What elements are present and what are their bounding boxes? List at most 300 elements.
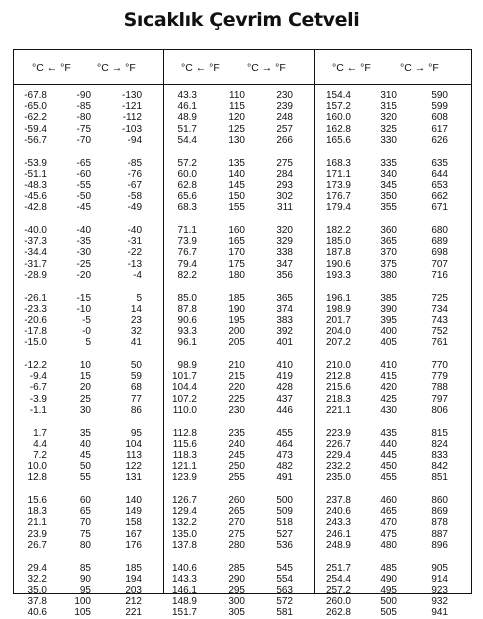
fahrenheit-cell: 446 [276,404,293,416]
fahrenheit-cell: 50 [130,360,142,371]
conversion-table [13,49,472,619]
celsius-cell: 71.1 [177,225,197,236]
fahrenheit-cell: 14 [130,303,142,315]
celsius-cell: -31.7 [24,258,47,270]
celsius-cell: 87.8 [177,303,197,315]
fahrenheit-cell: 59 [130,371,142,383]
fahrenheit-cell: 419 [276,371,293,383]
fahrenheit-cell: 860 [431,495,448,506]
input-cell: 90 [79,573,91,585]
input-cell: 390 [380,303,397,315]
input-cell: -80 [76,112,91,124]
fahrenheit-cell: 392 [276,326,293,338]
fahrenheit-cell: 437 [276,393,293,405]
celsius-cell: 79.4 [177,258,197,270]
header-c-from-f: °C ← °F [32,62,71,74]
fahrenheit-cell: 374 [276,303,293,315]
input-cell: 85 [79,562,91,574]
celsius-cell: 173.9 [325,179,351,191]
celsius-cell: 35.0 [27,584,47,596]
celsius-cell: 110.0 [172,404,197,416]
fahrenheit-cell: -40 [127,225,142,236]
fahrenheit-cell: 113 [126,449,142,461]
celsius-cell: 187.8 [325,247,351,259]
input-cell: 285 [228,562,245,574]
celsius-cell: 121.1 [171,461,197,473]
fahrenheit-cell: 752 [431,326,448,338]
fahrenheit-cell: 905 [431,562,448,574]
fahrenheit-cell: 788 [431,382,448,394]
fahrenheit-cell: 635 [431,157,448,169]
fahrenheit-cell: 158 [125,517,142,529]
celsius-cell: 210.0 [325,360,351,371]
celsius-cell: 15.6 [27,495,47,506]
celsius-cell: 107.2 [171,393,197,405]
celsius-cell: 229.4 [325,449,351,461]
input-cell: 440 [380,438,397,450]
fahrenheit-cell: 626 [431,134,448,146]
input-cell: 245 [228,449,245,461]
celsius-cell: 37.8 [27,596,47,608]
celsius-cell: 73.9 [177,236,197,248]
input-cell: 325 [380,123,397,135]
fahrenheit-cell: -67 [127,179,142,191]
input-cell: 135 [228,157,245,169]
celsius-cell: 65.6 [177,191,197,203]
fahrenheit-cell: -103 [121,123,142,135]
celsius-cell: -53.9 [24,157,47,169]
fahrenheit-cell: -85 [127,157,142,169]
fahrenheit-cell: 608 [431,112,448,124]
fahrenheit-cell: 617 [431,123,448,135]
celsius-cell: -45.6 [24,191,47,203]
fahrenheit-cell: 464 [276,438,293,450]
input-cell: 100 [74,596,91,608]
input-cell: 315 [380,101,397,113]
celsius-cell: 251.7 [325,562,351,574]
input-cell: 270 [228,517,245,529]
input-cell: 35 [79,427,91,439]
fahrenheit-cell: -94 [127,134,142,146]
input-cell: 205 [228,337,245,349]
input-cell: 175 [228,258,245,270]
fahrenheit-cell: 239 [276,101,293,113]
fahrenheit-cell: 851 [431,472,448,484]
input-cell: -0 [82,326,91,338]
input-cell: 110 [229,90,245,101]
input-cell: 70 [79,517,91,529]
celsius-cell: 243.3 [325,517,351,529]
celsius-cell: 23.9 [27,528,47,540]
input-cell: 455 [380,472,397,484]
input-cell: 165 [228,236,245,248]
celsius-cell: 115.6 [172,438,197,450]
fahrenheit-cell: 221 [125,607,142,619]
celsius-cell: 26.7 [27,539,47,551]
input-cell: 160 [228,225,245,236]
fahrenheit-cell: 572 [276,596,293,608]
fahrenheit-cell: 473 [276,449,293,461]
fahrenheit-cell: 896 [431,539,448,551]
celsius-cell: 85.0 [177,292,197,304]
input-cell: 55 [79,472,91,484]
input-cell: 45 [79,449,91,461]
fahrenheit-cell: 230 [276,90,293,101]
celsius-cell: 98.9 [177,360,197,371]
fahrenheit-cell: 491 [276,472,293,484]
celsius-cell: 46.1 [177,101,197,113]
input-cell: 130 [228,134,245,146]
input-cell: 10 [79,360,91,371]
fahrenheit-cell: 833 [431,449,448,461]
input-cell: 470 [380,517,397,529]
fahrenheit-cell: 77 [130,393,142,405]
fahrenheit-cell: 203 [125,584,142,596]
input-cell: 65 [79,506,91,518]
fahrenheit-cell: -49 [127,202,142,214]
fahrenheit-cell: 320 [276,225,293,236]
input-cell: -5 [82,314,91,326]
input-cell: 360 [380,225,397,236]
fahrenheit-cell: 356 [276,269,293,281]
celsius-cell: 32.2 [27,573,47,585]
celsius-cell: 151.7 [171,607,197,619]
fahrenheit-cell: 779 [431,371,448,383]
input-cell: -60 [76,168,91,180]
input-cell: 120 [228,112,245,124]
celsius-cell: 68.3 [177,202,197,214]
celsius-cell: 21.1 [27,517,47,529]
celsius-cell: 171.1 [325,168,351,180]
celsius-cell: -17.8 [24,326,47,338]
celsius-cell: 57.2 [177,157,197,169]
celsius-cell: 112.8 [172,427,197,439]
celsius-cell: 221.1 [325,404,351,416]
fahrenheit-cell: 86 [130,404,142,416]
celsius-cell: 96.1 [177,337,197,349]
fahrenheit-cell: 545 [276,562,293,574]
celsius-cell: 62.8 [177,179,197,191]
celsius-cell: -67.8 [24,90,47,101]
celsius-cell: -56.7 [24,134,47,146]
input-cell: 320 [380,112,397,124]
celsius-cell: 196.1 [325,292,351,304]
celsius-cell: -3.9 [29,393,47,405]
celsius-cell: 146.1 [171,584,197,596]
fahrenheit-cell: 734 [431,303,448,315]
celsius-cell: -37.3 [24,236,47,248]
input-cell: -55 [76,179,91,191]
input-cell: 495 [380,584,397,596]
input-cell: 490 [380,573,397,585]
fahrenheit-cell: 689 [431,236,448,248]
celsius-cell: -9.4 [29,371,47,383]
celsius-cell: -23.3 [24,303,47,315]
input-cell: -30 [76,247,91,259]
fahrenheit-cell: 761 [431,337,448,349]
celsius-cell: 118.3 [172,449,197,461]
input-cell: 225 [228,393,245,405]
fahrenheit-cell: 167 [125,528,142,540]
input-cell: 150 [228,191,245,203]
celsius-cell: 201.7 [325,314,351,326]
celsius-cell: 90.6 [177,314,197,326]
fahrenheit-cell: 914 [431,573,448,585]
celsius-cell: -34.4 [24,247,47,259]
fahrenheit-cell: 824 [431,438,448,450]
fahrenheit-cell: 5 [136,292,142,304]
input-cell: 265 [228,506,245,518]
fahrenheit-cell: 401 [276,337,293,349]
celsius-cell: -15.0 [24,337,47,349]
celsius-cell: -12.2 [24,360,47,371]
input-cell: 475 [380,528,397,540]
fahrenheit-cell: 671 [431,202,448,214]
fahrenheit-cell: 455 [276,427,293,439]
fahrenheit-cell: 941 [431,607,448,619]
fahrenheit-cell: 644 [431,168,448,180]
celsius-cell: 76.7 [177,247,197,259]
fahrenheit-cell: 599 [431,101,448,113]
fahrenheit-cell: 815 [431,427,448,439]
input-cell: 5 [85,337,91,349]
input-cell: 260 [228,495,245,506]
celsius-cell: 226.7 [325,438,351,450]
fahrenheit-cell: 842 [431,461,448,473]
input-cell: -35 [76,236,91,248]
fahrenheit-cell: 590 [431,90,448,101]
celsius-cell: -48.3 [24,179,47,191]
input-cell: 420 [380,382,397,394]
celsius-cell: 248.9 [325,539,351,551]
fahrenheit-cell: -22 [127,247,142,259]
input-cell: 50 [79,461,91,473]
celsius-cell: 18.3 [27,506,47,518]
fahrenheit-cell: 509 [276,506,293,518]
celsius-cell: 190.6 [325,258,351,270]
fahrenheit-cell: -121 [121,101,142,113]
input-cell: 145 [228,179,245,191]
input-cell: 400 [380,326,397,338]
fahrenheit-cell: 95 [130,427,142,439]
fahrenheit-cell: 527 [276,528,293,540]
celsius-cell: 29.4 [27,562,47,574]
celsius-cell: -65.0 [24,101,47,113]
input-cell: 25 [79,393,91,405]
input-cell: 230 [228,404,245,416]
celsius-cell: -51.1 [24,168,47,180]
fahrenheit-cell: 194 [125,573,142,585]
celsius-cell: 140.6 [171,562,197,574]
input-cell: -45 [76,202,91,214]
header-c-to-f: °C → °F [97,62,136,74]
fahrenheit-cell: 338 [276,247,293,259]
fahrenheit-cell: 581 [276,607,293,619]
celsius-cell: 204.0 [325,326,351,338]
header-c-from-f: °C ← °F [181,62,220,74]
input-cell: 140 [228,168,245,180]
celsius-cell: -1.1 [29,404,47,416]
fahrenheit-cell: 302 [276,191,293,203]
input-cell: -85 [76,101,91,113]
input-cell: 300 [228,596,245,608]
input-cell: 460 [380,495,397,506]
celsius-cell: 160.0 [325,112,351,124]
input-cell: 405 [380,337,397,349]
input-cell: 335 [380,157,397,169]
header-c-to-f: °C → °F [247,62,286,74]
input-cell: 345 [380,179,397,191]
celsius-cell: 207.2 [325,337,351,349]
celsius-cell: 246.1 [325,528,351,540]
celsius-cell: 137.8 [171,539,197,551]
input-cell: 215 [228,371,245,383]
celsius-cell: 154.4 [325,90,351,101]
input-cell: -20 [76,269,91,281]
input-cell: 330 [380,134,397,146]
input-cell: 480 [380,539,397,551]
fahrenheit-cell: 770 [431,360,448,371]
input-cell: 290 [228,573,245,585]
fahrenheit-cell: 878 [431,517,448,529]
fahrenheit-cell: 365 [276,292,293,304]
input-cell: -65 [76,157,91,169]
page-title: Sıcaklık Çevrim Cetveli [123,9,360,31]
fahrenheit-cell: 284 [276,168,293,180]
celsius-cell: 218.3 [325,393,351,405]
input-cell: 250 [228,461,245,473]
input-cell: 385 [380,292,397,304]
input-cell: -50 [76,191,91,203]
input-cell: 30 [79,404,91,416]
fahrenheit-cell: 536 [276,539,293,551]
celsius-cell: 254.4 [325,573,351,585]
fahrenheit-cell: 743 [431,314,448,326]
input-cell: 485 [380,562,397,574]
celsius-cell: 215.6 [325,382,351,394]
celsius-cell: 54.4 [177,134,197,146]
celsius-cell: 165.6 [325,134,351,146]
input-cell: 195 [228,314,245,326]
input-cell: 255 [228,472,245,484]
input-cell: 190 [228,303,245,315]
input-cell: 20 [79,382,91,394]
fahrenheit-cell: -76 [127,168,142,180]
input-cell: 95 [79,584,91,596]
celsius-cell: 40.6 [27,607,47,619]
fahrenheit-cell: 410 [276,360,293,371]
input-cell: 240 [228,438,245,450]
input-cell: 180 [228,269,245,281]
input-cell: -25 [76,258,91,270]
header-c-from-f: °C ← °F [332,62,371,74]
input-cell: 210 [228,360,245,371]
fahrenheit-cell: 266 [276,134,293,146]
fahrenheit-cell: 725 [431,292,448,304]
fahrenheit-cell: -4 [133,269,142,281]
fahrenheit-cell: 698 [431,247,448,259]
fahrenheit-cell: 662 [431,191,448,203]
fahrenheit-cell: 347 [276,258,293,270]
fahrenheit-cell: 563 [276,584,293,596]
celsius-cell: 185.0 [325,236,351,248]
input-cell: 505 [380,607,397,619]
input-cell: 310 [380,90,397,101]
celsius-cell: -20.6 [24,314,47,326]
input-cell: 435 [380,427,397,439]
celsius-cell: 176.7 [325,191,351,203]
celsius-cell: 1.7 [33,427,47,439]
fahrenheit-cell: 257 [276,123,293,135]
fahrenheit-cell: 680 [431,225,448,236]
fahrenheit-cell: 41 [130,337,142,349]
input-cell: 220 [228,382,245,394]
input-cell: 275 [228,528,245,540]
input-cell: 295 [228,584,245,596]
input-cell: 340 [380,168,397,180]
celsius-cell: 148.9 [171,596,197,608]
celsius-cell: 162.8 [325,123,351,135]
fahrenheit-cell: 482 [276,461,293,473]
celsius-cell: -62.2 [24,112,47,124]
celsius-cell: 198.9 [325,303,351,315]
input-cell: -10 [76,303,91,315]
fahrenheit-cell: 329 [276,236,293,248]
celsius-cell: 235.0 [325,472,351,484]
celsius-cell: 240.6 [325,506,351,518]
celsius-cell: 101.7 [171,371,197,383]
fahrenheit-cell: 797 [431,393,448,405]
fahrenheit-cell: 104 [125,438,142,450]
celsius-cell: 157.2 [325,101,351,113]
input-cell: 500 [380,596,397,608]
celsius-cell: 10.0 [27,461,47,473]
fahrenheit-cell: 248 [276,112,293,124]
celsius-cell: 223.9 [325,427,351,439]
fahrenheit-cell: 275 [276,157,293,169]
input-cell: 370 [380,247,397,259]
celsius-cell: -26.1 [24,292,47,304]
celsius-cell: -40.0 [24,225,47,236]
fahrenheit-cell: 554 [276,573,293,585]
fahrenheit-cell: -130 [121,90,142,101]
input-cell: 450 [380,461,397,473]
celsius-cell: 179.4 [325,202,351,214]
celsius-cell: 7.2 [33,449,47,461]
input-cell: 465 [380,506,397,518]
celsius-cell: 104.4 [171,382,197,394]
input-cell: 410 [380,360,397,371]
input-cell: 200 [228,326,245,338]
input-cell: -90 [76,90,91,101]
fahrenheit-cell: -31 [127,236,142,248]
input-cell: -15 [76,292,91,304]
input-cell: 425 [380,393,397,405]
input-cell: 170 [228,247,245,259]
input-cell: 60 [79,495,91,506]
celsius-cell: 237.8 [325,495,351,506]
input-cell: 415 [380,371,397,383]
input-cell: 350 [380,191,397,203]
celsius-cell: 129.4 [171,506,197,518]
input-cell: -40 [76,225,91,236]
celsius-cell: 51.7 [177,123,197,135]
celsius-cell: 12.8 [27,472,47,484]
header-divider [14,84,471,85]
input-cell: 155 [228,202,245,214]
fahrenheit-cell: 806 [431,404,448,416]
celsius-cell: 4.4 [33,438,47,450]
